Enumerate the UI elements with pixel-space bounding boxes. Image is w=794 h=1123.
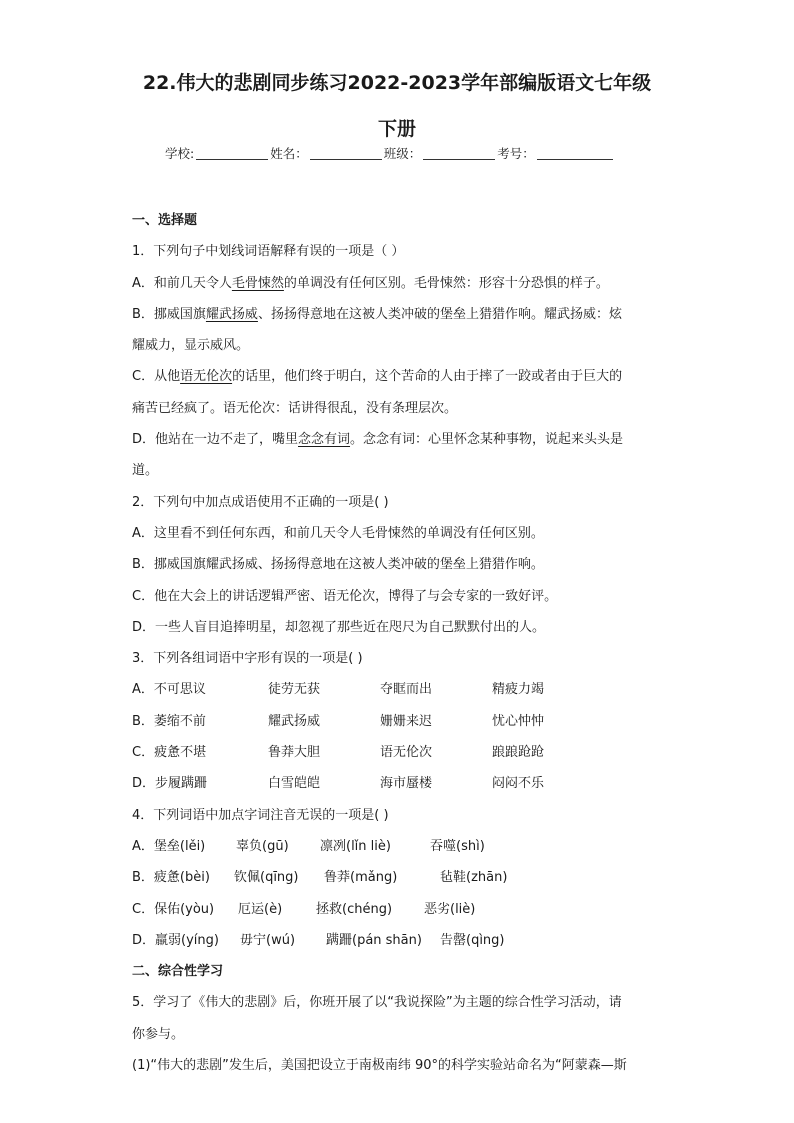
q1-option-d: D．他站在一边不走了，嘴里念念有词。念念有词：心里怀念某种事物，说起来头头是 (132, 432, 624, 448)
class-blank[interactable] (423, 147, 495, 160)
q3-option-d: D．步履蹒跚 白雪皑皑 海市蜃楼 闷闷不乐 (132, 776, 545, 792)
q1-stem: 1．下列句子中划线词语解释有误的一项是（ ） (132, 244, 405, 260)
q5-stem-line1: 5．学习了《伟大的悲剧》后，你班开展了以“我说探险”为主题的综合性学习活动，请 (132, 995, 622, 1011)
q3-option-a: A．不可思议 徒劳无获 夺眶而出 精疲力竭 (132, 682, 545, 698)
name-blank[interactable] (310, 147, 382, 160)
name-label: 姓名： (270, 146, 308, 161)
q4-stem: 4．下列词语中加点字词注音无误的一项是( ) (132, 807, 389, 823)
school-blank[interactable] (196, 147, 268, 160)
q3-stem: 3．下列各组词语中字形有误的一项是( ) (132, 651, 363, 667)
q4-option-d: D．羸弱(yíng) 毋宁(wú) 蹒跚(pán shān) 告罄(qìng) (132, 932, 505, 948)
q1-option-a: A．和前几天令人毛骨悚然的单调没有任何区别。毛骨悚然：形容十分恐惧的样子。 (132, 275, 609, 291)
q2-option-c: C．他在大会上的讲话逻辑严密、语无伦次，博得了与会专家的一致好评。 (132, 588, 558, 604)
exam-no-label: 考号： (497, 146, 535, 161)
student-info-row (165, 144, 615, 162)
worksheet-title-line1: 22.伟大的悲剧同步练习2022-2023学年部编版语文七年级 (142, 72, 652, 94)
q3-option-b: B．萎缩不前 耀武扬威 姗姗来迟 忧心忡忡 (132, 713, 545, 729)
school-label: 学校: (165, 146, 195, 161)
q1-option-c-cont: 痛苦已经疯了。语无伦次：话讲得很乱，没有条理层次。 (132, 400, 458, 416)
q1-option-b-cont: 耀威力，显示威风。 (132, 338, 250, 354)
section-heading-choice: 一、选择题 (132, 213, 198, 228)
q2-option-a: A．这里看不到任何东西，和前几天令人毛骨悚然的单调没有任何区别。 (132, 525, 544, 541)
q1-option-d-cont: 道。 (132, 463, 159, 479)
q5-stem-line2: 你参与。 (132, 1026, 185, 1042)
q5-subquestion-1: (1)“伟大的悲剧”发生后，美国把设立于南极南纬 90°的科学实验站命名为“阿蒙森—斯 (132, 1058, 627, 1074)
q1-option-c: C．从他语无伦次的话里，他们终于明白，这个苦命的人由于摔了一跤或者由于巨大的 (132, 369, 623, 385)
worksheet-title-line2: 下册 (377, 118, 416, 140)
exam-no-blank[interactable] (537, 147, 613, 160)
question-content (132, 205, 664, 1081)
q4-option-b: B．疲惫(bèi) 钦佩(qīng) 鲁莽(mǎng) 毡鞋(zhān) (132, 870, 508, 886)
q4-option-a: A．堡垒(lěi) 辜负(gū) 凛冽(lǐn liè) 吞噬(shì) (132, 838, 485, 854)
q2-option-d: D．一些人盲目追捧明星，却忽视了那些近在咫尺为自己默默付出的人。 (132, 619, 546, 635)
section-heading-comprehensive: 二、综合性学习 (132, 964, 224, 980)
q4-option-c: C．保佑(yòu) 厄运(è) 拯救(chéng) 恶劣(liè) (132, 901, 476, 917)
q2-option-b: B．挪威国旗耀武扬威、扬扬得意地在这被人类冲破的堡垒上猎猎作响。 (132, 557, 544, 573)
q1-option-b: B．挪威国旗耀武扬威、扬扬得意地在这被人类冲破的堡垒上猎猎作响。耀武扬威：炫 (132, 306, 622, 322)
class-label: 班级： (383, 146, 422, 161)
q3-option-c: C．疲惫不堪 鲁莽大胆 语无伦次 踉踉跄跄 (132, 745, 545, 761)
q2-stem: 2．下列句中加点成语使用不正确的一项是( ) (132, 494, 389, 510)
